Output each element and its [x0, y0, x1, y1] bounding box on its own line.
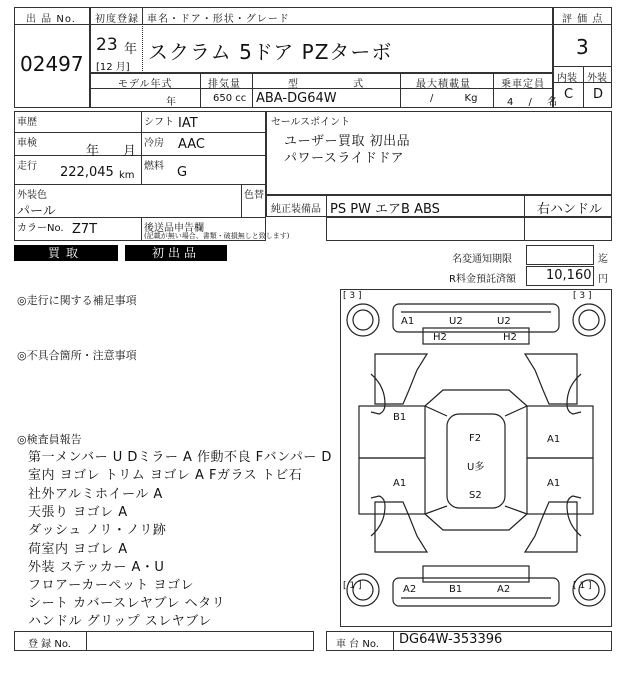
inspector-line: シート カバースレヤブレ ヘタリ [28, 596, 226, 611]
chassis-label: 車 台 No. [336, 639, 379, 650]
inspector-line: フロアーカーペット ヨゴレ [28, 578, 194, 593]
shift-label: シフト [144, 117, 174, 128]
post-docs-label: 後送品申告欄 [144, 223, 204, 234]
car-diagram [340, 289, 612, 627]
sales-line-1: ユーザー買取 初出品 [284, 134, 411, 149]
blank-field [326, 217, 612, 241]
diagram-top-left: [ 3 ] [343, 291, 362, 301]
lot-label: 出 品 No. [26, 14, 76, 25]
damage-mark: F2 [469, 433, 482, 444]
aircon-value: AAC [178, 137, 205, 152]
inspection-label: 車検 [17, 138, 37, 149]
shift-value: IAT [178, 116, 198, 131]
color-no-label: カラーNo. [17, 223, 64, 234]
damage-mark: U2 [497, 316, 511, 327]
model-year-unit: 年 [166, 97, 176, 108]
purchase-tag: 買取 [14, 245, 118, 261]
max-load: / Kg [430, 93, 478, 104]
chassis-no: DG64W-353396 [399, 632, 503, 647]
diagram-top-right: [ 3 ] [573, 291, 592, 301]
history-label: 車歴 [17, 117, 37, 128]
inspection-month: 月 [123, 144, 137, 159]
equipment-value: PS PW エアB ABS [330, 202, 440, 217]
damage-mark: A1 [401, 316, 415, 327]
damage-mark: A1 [547, 434, 561, 445]
driving-label: ◎走行に関する補足事項 [17, 294, 137, 307]
mileage-unit: km [119, 170, 135, 181]
displacement: 650 cc [213, 93, 247, 104]
inspector-line: 第一メンバー U Dミラー A 作動不良 Fバンパー D [28, 450, 332, 465]
damage-mark: U2 [449, 316, 463, 327]
type-label: 型 式 [288, 79, 390, 90]
transfer-value-box [526, 245, 594, 265]
max-load-label: 最大積載量 [416, 79, 471, 90]
first-listing-tag: 初出品 [125, 245, 227, 261]
inspector-label: ◎検査員報告 [17, 433, 82, 446]
inspector-line: ハンドル グリップ スレヤブレ [28, 614, 212, 629]
displacement-label: 排気量 [208, 79, 241, 90]
damage-mark: H2 [503, 332, 517, 343]
mileage-label: 走行 [17, 161, 37, 172]
capacity-label: 乗車定員 [501, 79, 545, 90]
rating-label: 評 価 点 [562, 14, 604, 25]
defects-label: ◎不具合箇所・注意事項 [17, 349, 137, 362]
reg-month: [12 月] [96, 62, 130, 73]
damage-mark: B1 [393, 412, 407, 423]
transfer-label: 名変通知期限 [452, 254, 512, 265]
post-docs-note: (記載が無い場合、書類・破損無しと致します) [144, 232, 290, 240]
inspector-line: 天張り ヨゴレ A [28, 505, 128, 520]
damage-mark: U多 [467, 462, 485, 473]
recycle-unit: 円 [598, 274, 608, 285]
reg-year-unit: 年 [124, 42, 138, 57]
inspector-line: 社外アルミホイール A [28, 487, 163, 502]
name-label: 車名・ドア・形状・グレード [147, 14, 290, 25]
inspection-year: 年 [86, 144, 100, 159]
interior-label: 内装 [557, 73, 577, 84]
reg-no-label: 登 録 No. [28, 639, 71, 650]
equipment-label: 純正装備品 [271, 204, 321, 215]
steering-value: 右ハンドル [537, 202, 603, 217]
fuel-value: G [177, 165, 188, 180]
vehicle-name: スクラム 5ドア PZターボ [148, 40, 393, 64]
recycle-label: R料金預託済額 [449, 274, 516, 285]
damage-mark: A1 [393, 478, 407, 489]
inspector-line: ダッシュ ノリ・ノリ跡 [28, 523, 167, 538]
inspector-line: 室内 ヨゴレ トリム ヨゴレ A Fガラス トビ石 [28, 468, 303, 483]
reg-year: 23 [96, 35, 118, 55]
type-code: ABA-DG64W [256, 91, 337, 106]
color-change-label: 色替 [244, 190, 264, 201]
aircon-label: 冷房 [144, 138, 164, 149]
exterior-label: 外装 [587, 73, 607, 84]
inspector-line: 荷室内 ヨゴレ A [28, 542, 128, 557]
fuel-label: 燃料 [144, 161, 164, 172]
sales-line-2: パワースライドドア [284, 151, 405, 166]
mileage-value: 222,045 [60, 165, 114, 180]
color-no-value: Z7T [72, 222, 98, 237]
ext-color-label: 外装色 [17, 190, 47, 201]
diagram-bottom-left: [ 1 ] [343, 581, 362, 591]
model-year-label: モデル年式 [118, 79, 173, 90]
damage-mark: A1 [547, 478, 561, 489]
damage-mark: B1 [449, 584, 463, 595]
lot-number: 02497 [20, 52, 84, 76]
transfer-suffix: 迄 [598, 254, 608, 265]
damage-mark: A2 [403, 584, 417, 595]
exterior-grade: D [593, 87, 604, 102]
damage-mark: A2 [497, 584, 511, 595]
first-reg-label: 初度登録 [95, 14, 139, 25]
capacity: 4 / 名 [507, 97, 558, 108]
diagram-bottom-right: [ 1 ] [573, 581, 592, 591]
ext-color-value: パール [17, 204, 56, 219]
recycle-amount: 10,160 [546, 268, 592, 283]
sales-label: セールスポイント [271, 117, 351, 128]
interior-grade: C [564, 87, 574, 102]
damage-mark: S2 [469, 490, 482, 501]
damage-mark: H2 [433, 332, 447, 343]
rating-score: 3 [576, 35, 589, 59]
inspector-line: 外装 ステッカー A・U [28, 560, 165, 575]
